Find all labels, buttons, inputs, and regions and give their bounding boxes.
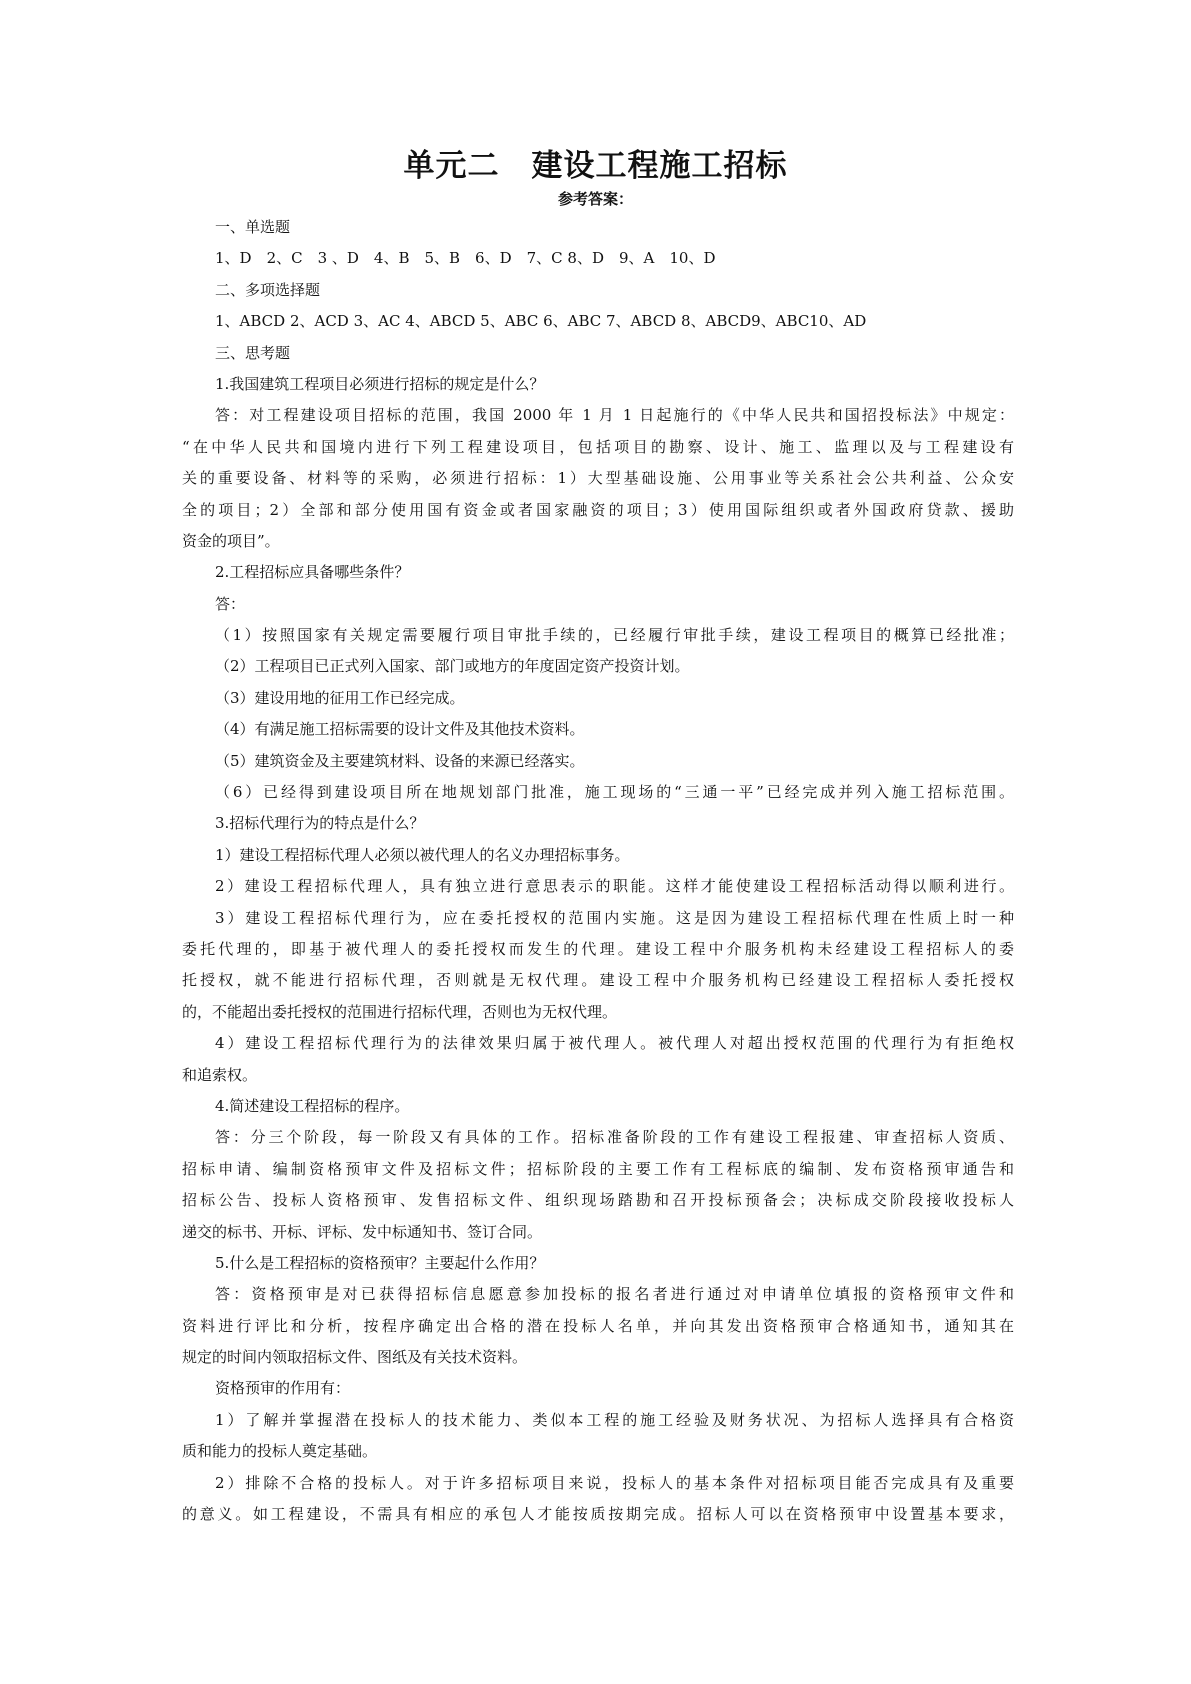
text-line: 5.什么是工程招标的资格预审？主要起什么作用？	[215, 1253, 545, 1272]
text-line: 质和能力的投标人奠定基础。	[182, 1442, 378, 1461]
text-line: 答：对工程建设项目招标的范围，我国 2000 年 1 月 1 日起施行的《中华人民共和国招投标法》中规定：	[215, 406, 1014, 425]
text-line: 规定的时间内领取招标文件、图纸及有关技术资料。	[182, 1348, 528, 1367]
text-line: 答：分三个阶段，每一阶段又有具体的工作。招标准备阶段的工作有建设工程报建、审查招标人资质、	[215, 1128, 1014, 1147]
text-line: （5）建筑资金及主要建筑材料、设备的来源已经落实。	[215, 751, 585, 770]
text-line: 递交的标书、开标、评标、发中标通知书、签订合同。	[182, 1222, 543, 1241]
text-line: 2）排除不合格的投标人。对于许多招标项目来说，投标人的基本条件对招标项目能否完成具有及重要	[215, 1473, 1014, 1492]
text-line: 1）了解并掌握潜在投标人的技术能力、类似本工程的施工经验及财务状况、为招标人选择具有合格资	[215, 1410, 1014, 1429]
text-line: 招标公告、投标人资格预审、发售招标文件、组织现场踏勘和召开投标预备会；决标成交阶段接收投标人	[182, 1191, 1014, 1210]
text-line: “在中华人民共和国境内进行下列工程建设项目，包括项目的勘察、设计、施工、监理以及与工程建设有	[182, 437, 1014, 456]
text-line: （6）已经得到建设项目所在地规划部门批准，施工现场的“三通一平”已经完成并列入施工招标范围。	[215, 783, 1014, 802]
document-body	[182, 212, 1014, 1530]
text-line: 答：	[215, 594, 246, 613]
text-line: 关的重要设备、材料等的采购，必须进行招标：1）大型基础设施、公用事业等关系社会公共利益、公众安	[182, 469, 1014, 488]
text-line: 3）建设工程招标代理行为，应在委托授权的范围内实施。这是因为建设工程招标代理在性质上时一种	[215, 908, 1014, 927]
page-subtitle: 参考答案：	[557, 190, 633, 208]
text-line: 和追索权。	[182, 1065, 258, 1084]
text-line: 1、ABCD 2、ACD 3、AC 4、ABCD 5、ABC 6、ABC 7、ABCD 8、ABCD9、ABC10、AD	[215, 312, 867, 331]
text-line: 1.我国建筑工程项目必须进行招标的规定是什么？	[215, 374, 545, 393]
text-line: 的，不能超出委托授权的范围进行招标代理，否则也为无权代理。	[182, 1002, 618, 1021]
text-line: 1、D 2、C 3 、D 4、B 5、B 6、D 7、C 8、D 9、A 10、D	[215, 249, 716, 268]
text-line: 托授权，就不能进行招标代理，否则就是无权代理。建设工程中介服务机构已经建设工程招标人委托授权	[182, 971, 1014, 990]
text-line: 答：资格预审是对已获得招标信息愿意参加投标的报名者进行通过对申请单位填报的资格预审文件和	[215, 1285, 1014, 1304]
text-line: （2）工程项目已正式列入国家、部门或地方的年度固定资产投资计划。	[215, 657, 690, 676]
text-line: 一、单选题	[215, 218, 291, 236]
text-line: （4）有满足施工招标需要的设计文件及其他技术资料。	[215, 720, 585, 739]
text-line: 2.工程招标应具备哪些条件？	[215, 563, 410, 582]
page-title: 单元二 建设工程施工招标	[403, 148, 788, 184]
text-line: 三、思考题	[215, 343, 291, 362]
text-line: （3）建设用地的征用工作已经完成。	[215, 688, 465, 707]
text-line: 委托代理的，即基于被代理人的委托授权而发生的代理。建设工程中介服务机构未经建设工程招标人的委	[182, 939, 1014, 958]
text-line: 招标申请、编制资格预审文件及招标文件；招标阶段的主要工作有工程标底的编制、发布资格预审通告和	[182, 1159, 1014, 1178]
text-line: 资格预审的作用有：	[215, 1379, 351, 1398]
text-line: 4.简述建设工程招标的程序。	[215, 1096, 410, 1115]
text-line: 的意义。如工程建设，不需具有相应的承包人才能按质按期完成。招标人可以在资格预审中设置基本要求，	[182, 1505, 1014, 1524]
text-line: 2）建设工程招标代理人，具有独立进行意思表示的职能。这样才能使建设工程招标活动得以顺利进行。	[215, 877, 1014, 896]
text-line: 全的项目；2）全部和部分使用国有资金或者国家融资的项目；3）使用国际组织或者外国政府贷款、援助	[182, 500, 1014, 519]
text-line: 资料进行评比和分析，按程序确定出合格的潜在投标人名单，并向其发出资格预审合格通知书，通知其在	[182, 1316, 1014, 1335]
text-line: （1）按照国家有关规定需要履行项目审批手续的，已经履行审批手续，建设工程项目的概算已经批准；	[215, 626, 1014, 645]
text-line: 资金的项目”。	[182, 531, 280, 550]
text-line: 4）建设工程招标代理行为的法律效果归属于被代理人。被代理人对超出授权范围的代理行为有拒绝权	[215, 1034, 1014, 1053]
text-line: 3.招标代理行为的特点是什么？	[215, 814, 425, 833]
text-line: 二、多项选择题	[215, 280, 321, 299]
text-line: 1）建设工程招标代理人必须以被代理人的名义办理招标事务。	[215, 845, 630, 864]
